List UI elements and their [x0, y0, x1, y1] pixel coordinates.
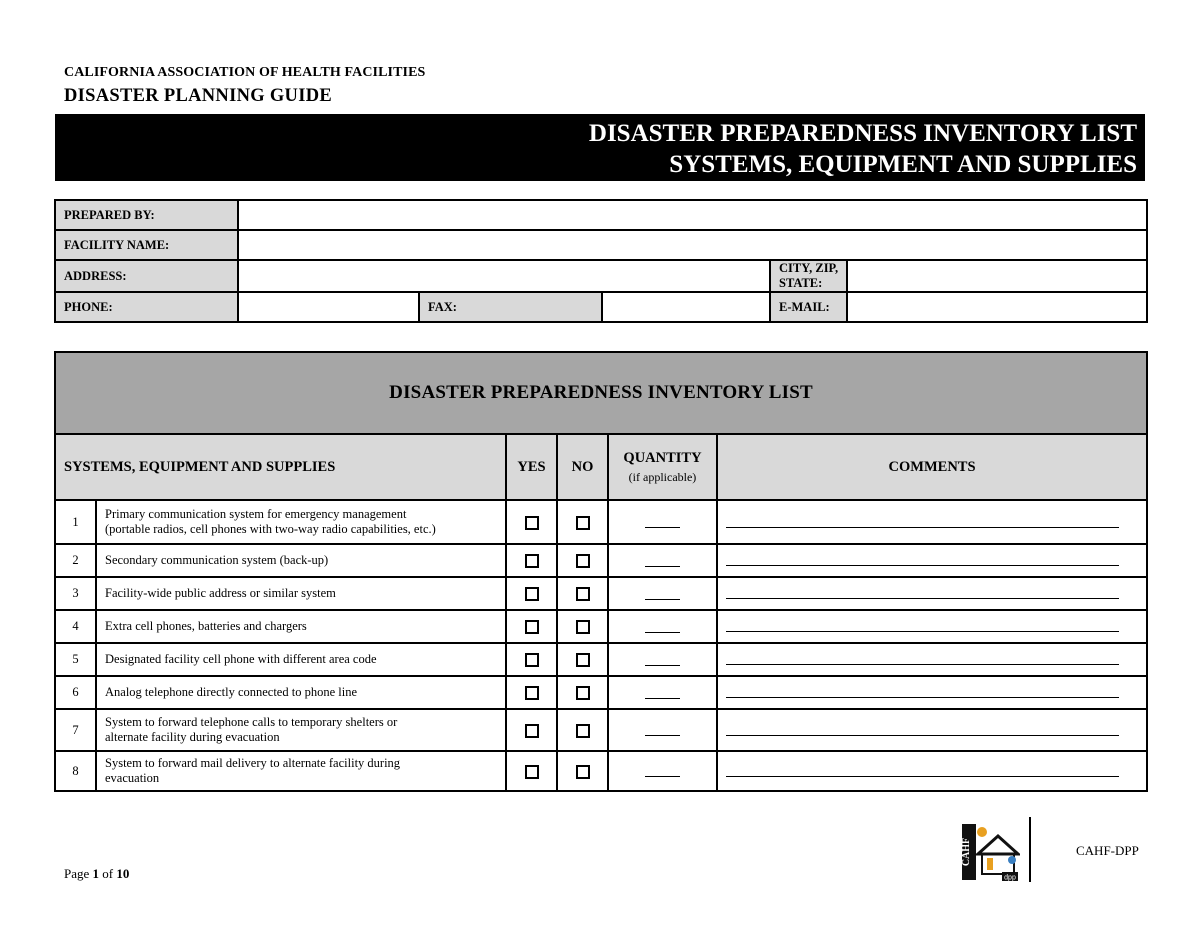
item-description — [96, 709, 506, 751]
item-description-line1: System to forward telephone calls to temporary shelters or — [105, 715, 398, 729]
title-banner — [55, 114, 1145, 181]
fax-label: FAX: — [419, 292, 602, 322]
item-description-line1: Designated facility cell phone with different area code — [105, 652, 377, 666]
yes-checkbox[interactable] — [525, 554, 539, 568]
prepared-by-field[interactable] — [238, 200, 1147, 230]
item-description — [96, 577, 506, 610]
quantity-cell — [608, 577, 717, 610]
yes-checkbox[interactable] — [525, 686, 539, 700]
item-number: 1 — [55, 500, 96, 544]
yes-checkbox[interactable] — [525, 620, 539, 634]
item-description-line2: (portable radios, cell phones with two-way radio capabilities, etc.) — [105, 522, 436, 536]
item-description — [96, 610, 506, 643]
item-description-line2: alternate facility during evacuation — [105, 730, 280, 744]
item-number: 7 — [55, 709, 96, 751]
facility-name-field[interactable] — [238, 230, 1147, 260]
comments-cell — [717, 643, 1147, 676]
address-field[interactable] — [238, 260, 770, 292]
item-number: 6 — [55, 676, 96, 709]
quantity-blank[interactable] — [645, 527, 680, 528]
no-checkbox[interactable] — [576, 620, 590, 634]
item-number: 3 — [55, 577, 96, 610]
comments-blank[interactable] — [726, 735, 1119, 736]
document-code: CAHF-DPP — [1076, 843, 1139, 858]
quantity-blank[interactable] — [645, 632, 680, 633]
item-number: 4 — [55, 610, 96, 643]
item-number: 5 — [55, 643, 96, 676]
quantity-blank[interactable] — [645, 735, 680, 736]
no-checkbox[interactable] — [576, 554, 590, 568]
logo-text: CAHF — [961, 837, 972, 867]
yes-cell — [506, 643, 557, 676]
item-description — [96, 676, 506, 709]
item-description-line1: Secondary communication system (back-up) — [105, 553, 329, 567]
no-cell — [557, 500, 608, 544]
yes-cell — [506, 676, 557, 709]
comments-blank[interactable] — [726, 527, 1119, 528]
email-label: E-MAIL: — [770, 292, 847, 322]
guide-title: DISASTER PLANNING GUIDE — [64, 86, 333, 106]
yes-column-header: YES — [506, 434, 557, 500]
item-description — [96, 544, 506, 577]
no-cell — [557, 709, 608, 751]
no-checkbox[interactable] — [576, 765, 590, 779]
comments-blank[interactable] — [726, 598, 1119, 599]
quantity-cell — [608, 610, 717, 643]
banner-title-line2: SYSTEMS, EQUIPMENT AND SUPPLIES — [669, 151, 1137, 178]
yes-checkbox[interactable] — [525, 587, 539, 601]
inventory-row — [55, 676, 1147, 709]
comments-cell — [717, 709, 1147, 751]
yes-cell — [506, 610, 557, 643]
no-cell — [557, 676, 608, 709]
quantity-blank[interactable] — [645, 776, 680, 777]
quantity-cell — [608, 643, 717, 676]
item-description-line1: System to forward mail delivery to alternate facility during — [105, 756, 401, 770]
quantity-cell — [608, 676, 717, 709]
inventory-row — [55, 751, 1147, 791]
item-description-line1: Analog telephone directly connected to phone line — [105, 685, 357, 699]
yes-checkbox[interactable] — [525, 516, 539, 530]
facility-name-label: FACILITY NAME: — [55, 230, 238, 260]
comments-blank[interactable] — [726, 565, 1119, 566]
yes-cell — [506, 577, 557, 610]
phone-label: PHONE: — [55, 292, 238, 322]
no-checkbox[interactable] — [576, 587, 590, 601]
quantity-header-label: QUANTITY — [623, 449, 702, 466]
no-checkbox[interactable] — [576, 686, 590, 700]
footer-divider — [1029, 817, 1031, 882]
yes-cell — [506, 544, 557, 577]
prepared-by-label: PREPARED BY: — [55, 200, 238, 230]
comments-cell — [717, 500, 1147, 544]
comments-blank[interactable] — [726, 664, 1119, 665]
item-description — [96, 643, 506, 676]
comments-cell — [717, 676, 1147, 709]
comments-column-header: COMMENTS — [717, 434, 1147, 500]
quantity-column-header — [608, 434, 717, 500]
fax-field[interactable] — [602, 292, 770, 322]
inventory-table — [54, 351, 1148, 792]
address-label: ADDRESS: — [55, 260, 238, 292]
quantity-blank[interactable] — [645, 698, 680, 699]
quantity-cell — [608, 500, 717, 544]
email-field[interactable] — [847, 292, 1147, 322]
no-checkbox[interactable] — [576, 516, 590, 530]
quantity-blank[interactable] — [645, 566, 680, 567]
banner-title-line1: DISASTER PREPAREDNESS INVENTORY LIST — [588, 120, 1137, 147]
item-description-line1: Primary communication system for emergency management — [105, 507, 407, 521]
inventory-row — [55, 577, 1147, 610]
quantity-header-sublabel: (if applicable) — [628, 469, 697, 484]
yes-checkbox[interactable] — [525, 724, 539, 738]
organization-name: CALIFORNIA ASSOCIATION OF HEALTH FACILITIES — [64, 65, 426, 80]
facility-info-table — [54, 199, 1148, 323]
yes-cell — [506, 751, 557, 791]
item-description — [96, 500, 506, 544]
yes-checkbox[interactable] — [525, 653, 539, 667]
no-column-header: NO — [557, 434, 608, 500]
inventory-row — [55, 709, 1147, 751]
city-zip-state-label: CITY, ZIP, STATE: — [770, 260, 847, 292]
comments-blank[interactable] — [726, 697, 1119, 698]
page-of: of — [99, 866, 117, 881]
page-prefix: Page — [64, 866, 93, 881]
inventory-row — [55, 643, 1147, 676]
inventory-title: DISASTER PREPAREDNESS INVENTORY LIST — [55, 352, 1147, 434]
quantity-cell — [608, 751, 717, 791]
no-cell — [557, 610, 608, 643]
quantity-blank[interactable] — [645, 665, 680, 666]
comments-blank[interactable] — [726, 776, 1119, 777]
comments-cell — [717, 577, 1147, 610]
yes-cell — [506, 500, 557, 544]
yes-checkbox[interactable] — [525, 765, 539, 779]
cahf-logo — [960, 822, 1020, 882]
inventory-row — [55, 610, 1147, 643]
comments-cell — [717, 610, 1147, 643]
logo-subtext: dpp — [1004, 874, 1016, 882]
quantity-cell — [608, 709, 717, 751]
comments-cell — [717, 544, 1147, 577]
no-checkbox[interactable] — [576, 653, 590, 667]
item-description-line2: evacuation — [105, 771, 160, 785]
no-cell — [557, 751, 608, 791]
inventory-row — [55, 500, 1147, 544]
item-number: 2 — [55, 544, 96, 577]
systems-column-header: SYSTEMS, EQUIPMENT AND SUPPLIES — [55, 434, 506, 500]
no-checkbox[interactable] — [576, 724, 590, 738]
page-total: 10 — [116, 866, 130, 881]
item-description — [96, 751, 506, 791]
city-zip-state-field[interactable] — [847, 260, 1147, 292]
no-cell — [557, 544, 608, 577]
yes-cell — [506, 709, 557, 751]
quantity-cell — [608, 544, 717, 577]
phone-field[interactable] — [238, 292, 419, 322]
quantity-blank[interactable] — [645, 599, 680, 600]
item-description-line1: Extra cell phones, batteries and chargers — [105, 619, 307, 633]
item-number: 8 — [55, 751, 96, 791]
no-cell — [557, 643, 608, 676]
item-description-line1: Facility-wide public address or similar system — [105, 586, 336, 600]
comments-cell — [717, 751, 1147, 791]
page-current: 1 — [92, 866, 100, 881]
inventory-row — [55, 544, 1147, 577]
comments-blank[interactable] — [726, 631, 1119, 632]
page-number — [64, 866, 129, 882]
no-cell — [557, 577, 608, 610]
